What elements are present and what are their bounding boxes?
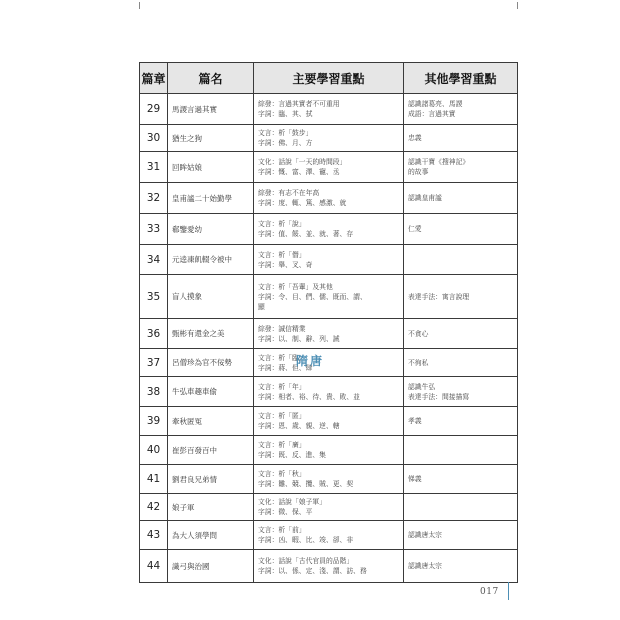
header-other-focus: 其他學習重點: [404, 63, 518, 94]
other-focus-line: 認識牛弘: [408, 382, 436, 391]
main-focus-line: 文言：析「前」: [258, 526, 306, 534]
curriculum-table-bottom: [139, 376, 518, 583]
chapter-number: 34: [140, 245, 168, 275]
other-focus-line: 忠義: [408, 134, 422, 142]
chapter-title: 馬謖言過其實: [168, 94, 254, 125]
page-number: 017: [480, 587, 499, 597]
header-main-focus: 主要學習重點: [254, 63, 404, 94]
table-row: [140, 125, 518, 152]
main-focus-line: 字詞：度、輒、篤、感激、就: [258, 199, 347, 207]
main-focus-cell: [254, 125, 404, 152]
chapter-number: 44: [140, 550, 168, 583]
main-focus-line: 字詞：蔣、但、肆: [258, 363, 313, 372]
main-focus-line: 文言：析「說」: [258, 220, 306, 228]
crop-mark-left: [139, 2, 140, 9]
table-row: [140, 245, 518, 275]
main-focus-line: 文言：析「吾輩」及其他: [258, 282, 333, 291]
chapter-title: 甄彬有還金之美: [168, 319, 254, 349]
other-focus-line: 不徇私: [408, 358, 429, 367]
chapter-number: 33: [140, 214, 168, 245]
chapter-number: 41: [140, 465, 168, 494]
main-focus-line: 字詞：令、目、們、儒、既而、謂、: [258, 292, 367, 301]
chapter-number: 37: [140, 349, 168, 377]
main-focus-cell: [254, 407, 404, 436]
main-focus-line: 字詞：以、係、定、淺、謂、訪、務: [258, 567, 367, 575]
page-accent-bar: [508, 582, 509, 600]
table-row: [140, 94, 518, 125]
other-focus-cell: [404, 436, 518, 465]
other-focus-line: 悌義: [408, 475, 422, 483]
other-focus-cell: [404, 245, 518, 275]
main-focus-cell: [254, 494, 404, 521]
chapter-number: 38: [140, 377, 168, 407]
main-focus-cell: [254, 377, 404, 407]
main-focus-line: 文言：析「僭」: [258, 250, 306, 259]
chapter-number: 35: [140, 275, 168, 319]
main-focus-line: 字詞：以、制、辭、列、誡: [258, 334, 340, 343]
other-focus-cell: [404, 275, 518, 319]
chapter-title: 呂僧珍為官不佞勢: [168, 349, 254, 377]
chapter-title: 郗鑒愛幼: [168, 214, 254, 245]
chapter-title: 盲人摸象: [168, 275, 254, 319]
table-row: [140, 494, 518, 521]
main-focus-line: 字詞：舉、叉、奇: [258, 260, 313, 269]
curriculum-table-top: [139, 62, 518, 377]
main-focus-line: 字詞：雛、競、攬、賊、更、契: [258, 480, 354, 488]
other-focus-cell: [404, 465, 518, 494]
other-focus-line: 成語：言過其實: [408, 110, 456, 118]
main-focus-cell: [254, 183, 404, 214]
section-title-sui-tang: 隋唐: [295, 354, 324, 368]
chapter-number: 30: [140, 125, 168, 152]
chapter-title: 識弓與治國: [168, 550, 254, 583]
main-focus-line: 字詞：相者、裕、待、貴、敗、並: [258, 392, 360, 401]
table-row: [140, 214, 518, 245]
main-focus-line: 字詞：值、餒、並、就、著、存: [258, 230, 354, 238]
other-focus-line: 認識皇甫謐: [408, 194, 442, 202]
other-focus-cell: [404, 183, 518, 214]
main-focus-line: 字詞：臨、其、拭: [258, 110, 313, 118]
table-row: [140, 377, 518, 407]
other-focus-cell: [404, 152, 518, 183]
other-focus-line: 認識唐太宗: [408, 531, 442, 539]
main-focus-line: 綜發：誠信精業: [258, 324, 306, 333]
chapter-title: 崔彭百發百中: [168, 436, 254, 465]
main-focus-line: 字詞：佛、月、方: [258, 139, 313, 147]
main-focus-line: 文化：話說「一天的時間段」: [258, 158, 347, 166]
table-row: [140, 152, 518, 183]
main-focus-cell: [254, 465, 404, 494]
chapter-number: 43: [140, 521, 168, 550]
chapter-title: 回眸姑娘: [168, 152, 254, 183]
table-row: [140, 465, 518, 494]
chapter-title: 為大人須學問: [168, 521, 254, 550]
other-focus-line: 孝義: [408, 417, 422, 425]
main-focus-line: 字詞：慨、富、澤、寵、丞: [258, 168, 340, 176]
main-focus-line: 綜發：言過其實者不可重用: [258, 100, 340, 108]
main-focus-line: 字詞：凶、暇、比、竣、卻、非: [258, 536, 354, 544]
other-focus-line: 認識干寶《搜神記》: [408, 158, 470, 166]
chapter-title: 牛弘車趣車偷: [168, 377, 254, 407]
main-focus-cell: [254, 275, 404, 319]
header-chapter: 篇章: [140, 63, 168, 94]
main-focus-cell: [254, 550, 404, 583]
main-focus-cell: [254, 214, 404, 245]
chapter-number: 32: [140, 183, 168, 214]
header-title: 篇名: [168, 63, 254, 94]
other-focus-line: 表達手法：寓言說理: [408, 292, 470, 301]
chapter-title: 猶生之狗: [168, 125, 254, 152]
main-focus-line: 文言：析「鼓步」: [258, 129, 313, 137]
main-focus-cell: [254, 94, 404, 125]
other-focus-cell: [404, 407, 518, 436]
chapter-number: 29: [140, 94, 168, 125]
chapter-number: 42: [140, 494, 168, 521]
other-focus-cell: [404, 125, 518, 152]
other-focus-line: 認識諸葛亮、馬謖: [408, 100, 463, 108]
other-focus-line: 不貪心: [408, 329, 429, 338]
other-focus-line: 仁愛: [408, 225, 422, 233]
other-focus-cell: [404, 494, 518, 521]
main-focus-line: 文言：析「廣」: [258, 441, 306, 449]
table-row: [140, 319, 518, 349]
chapter-number: 40: [140, 436, 168, 465]
main-focus-line: 文言：析「年」: [258, 382, 306, 391]
other-focus-cell: [404, 319, 518, 349]
chapter-number: 36: [140, 319, 168, 349]
table-row: [140, 521, 518, 550]
chapter-title: 皇甫謐二十始勤學: [168, 183, 254, 214]
table-row: [140, 407, 518, 436]
main-focus-cell: [254, 245, 404, 275]
main-focus-cell: [254, 436, 404, 465]
other-focus-cell: [404, 377, 518, 407]
table-row: [140, 275, 518, 319]
chapter-number: 39: [140, 407, 168, 436]
main-focus-line: 文化：話說「娘子軍」: [258, 498, 326, 506]
other-focus-cell: [404, 521, 518, 550]
chapter-title: 劉君良兄弟情: [168, 465, 254, 494]
chapter-title: 牽秋匿冤: [168, 407, 254, 436]
other-focus-line: 認識唐太宗: [408, 562, 442, 570]
chapter-title: 娘子軍: [168, 494, 254, 521]
main-focus-line: 字詞：既、反、進、集: [258, 451, 326, 459]
table-row: [140, 550, 518, 583]
other-focus-line: 表達手法：間接描寫: [408, 392, 470, 401]
chapter-title: 元逵凍飢輟令被中: [168, 245, 254, 275]
main-focus-cell: [254, 521, 404, 550]
crop-mark-right: [517, 2, 518, 9]
chapter-number: 31: [140, 152, 168, 183]
main-focus-line: 文化：話說「古代官員的品階」: [258, 557, 354, 565]
main-focus-cell: [254, 152, 404, 183]
other-focus-cell: [404, 94, 518, 125]
table-header-row: [140, 63, 518, 94]
main-focus-line: 文言：析「秋」: [258, 470, 306, 478]
table-row: [140, 183, 518, 214]
main-focus-cell: [254, 319, 404, 349]
main-focus-line: 字詞：恩、歲、親、逆、轄: [258, 422, 340, 430]
main-focus-line: 綜發：有志不在年高: [258, 189, 320, 197]
table-row: [140, 436, 518, 465]
other-focus-cell: [404, 214, 518, 245]
main-focus-line: 文言：析「臨」: [258, 353, 306, 362]
main-focus-line: 字詞：微、保、平: [258, 508, 313, 516]
main-focus-line: 顯: [258, 302, 265, 311]
other-focus-line: 的故事: [408, 168, 429, 176]
main-focus-line: 文言：析「匿」: [258, 412, 306, 420]
other-focus-cell: [404, 550, 518, 583]
